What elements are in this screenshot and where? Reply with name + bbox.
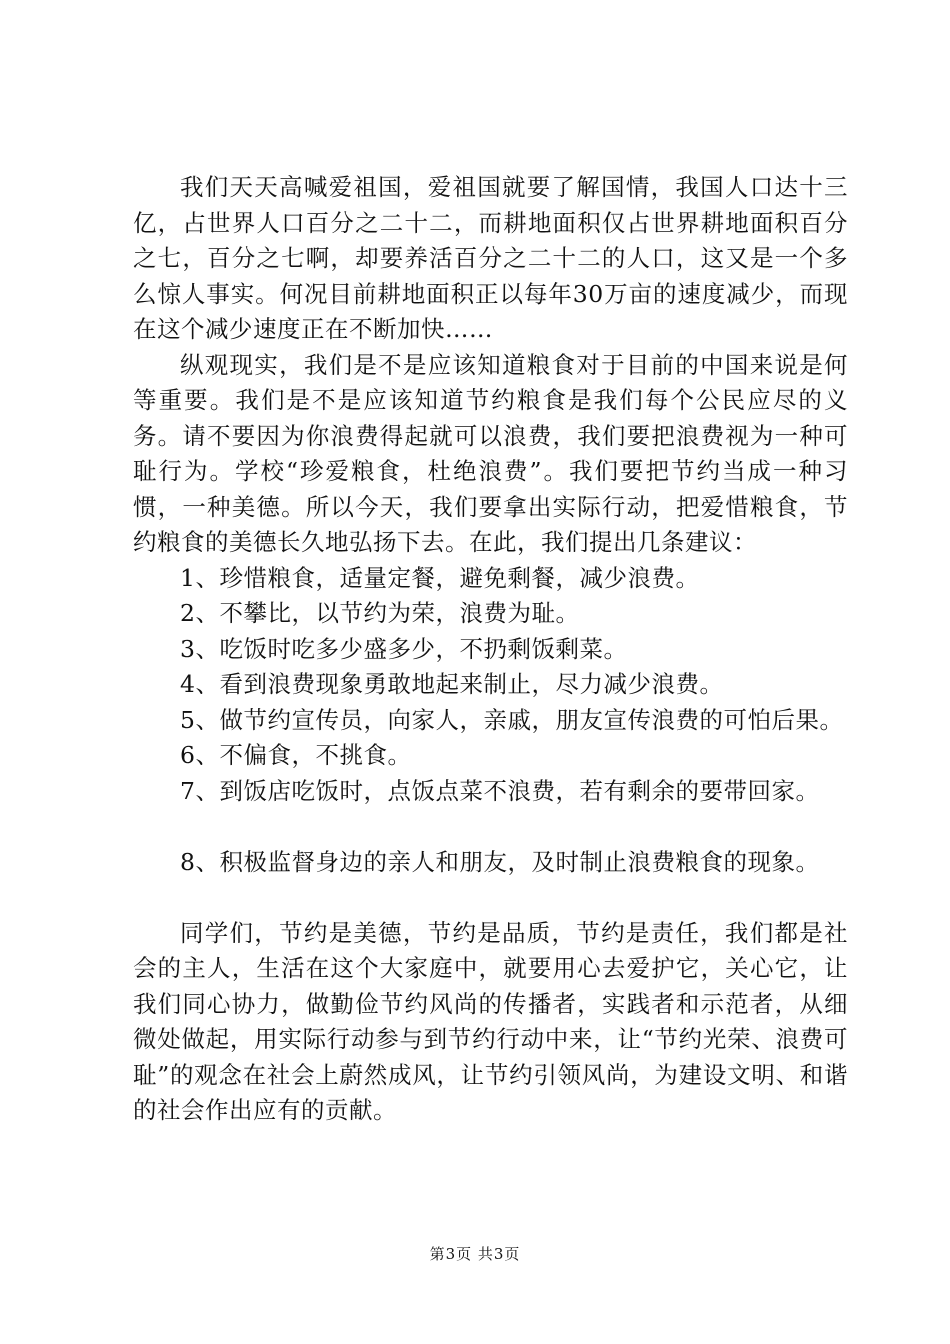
suggestion-item-2: 2、不攀比，以节约为荣，浪费为耻。: [180, 599, 580, 627]
page-footer: 第3页 共3页: [429, 1245, 521, 1263]
suggestion-item-3: 3、吃饭时吃多少盛多少，不扔剩饭剩菜。: [180, 634, 628, 663]
paragraph-closing: 同学们，节约是美德，节约是品质，节约是责任，我们都是社会的主人，生活在这个大家庭中，就要用心去爱护它，关心它，让我们同心协力，做勤俭节约风尚的传播者，实践者和示范者，从细微处做起，用实际行动参与到节约行动中来，让“节约光荣、浪费可耻”的观念在社会上蔚然成风，让节约引领风尚，为建设文明、和谐的社会作出应有的贡献。: [133, 918, 848, 1124]
suggestion-item-7: 7、到饭店吃饭时，点饭点菜不浪费，若有剩余的要带回家。: [180, 776, 820, 805]
suggestion-item-5: 5、做节约宣传员，向家人，亲戚，朋友宣传浪费的可怕后果。: [180, 705, 844, 734]
paragraph-national-situation: 我们天天高喊爱祖国，爱祖国就要了解国情，我国人口达十三亿，占世界人口百分之二十二，而耕地面积仅占世界耕地面积百分之七，百分之七啊，却要养活百分之二十二的人口，这又是一个多么惊人事实。何况目前耕地面积正以每年30万亩的速度减少，而现在这个减少速度正在不断加快……: [133, 173, 848, 343]
suggestion-item-8: 8、积极监督身边的亲人和朋友，及时制止浪费粮食的现象。: [180, 847, 820, 876]
suggestion-item-6: 6、不偏食，不挑食。: [180, 741, 412, 769]
suggestion-item-4: 4、看到浪费现象勇敢地起来制止，尽力减少浪费。: [180, 670, 724, 698]
suggestion-item-1: 1、珍惜粮食，适量定餐，避免剩餐，减少浪费。: [180, 563, 700, 592]
paragraph-reflection: 纵观现实，我们是不是应该知道粮食对于目前的中国来说是何等重要。我们是不是应该知道节约粮食是我们每个公民应尽的义务。请不要因为你浪费得起就可以浪费，我们要把浪费视为一种可耻行为。学校“珍爱粮食，杜绝浪费”。我们要把节约当成一种习惯，一种美德。所以今天，我们要拿出实际行动，把爱惜粮食，节约粮食的美德长久地弘扬下去。在此，我们提出几条建议：: [133, 350, 848, 556]
blank-line: [133, 880, 848, 916]
blank-line: [133, 809, 848, 845]
document-body: [133, 170, 848, 1129]
